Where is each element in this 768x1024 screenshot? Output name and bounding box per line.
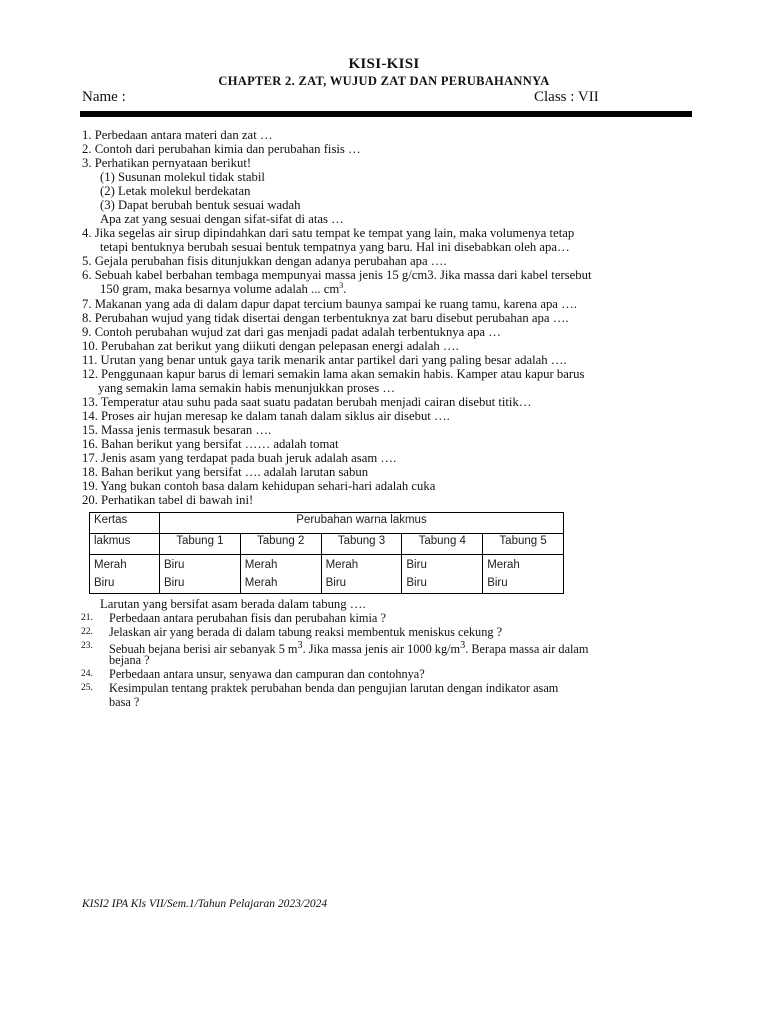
table-cell-value: Biru [164,577,185,589]
table-cell-value: Biru [94,577,115,589]
question-15: 15. Massa jenis termasuk besaran …. [82,423,272,437]
question-17: 17. Jenis asam yang terdapat pada buah jeruk adalah asam …. [82,451,397,465]
question-3-prompt: Apa zat yang sesuai dengan sifat-sifat di atas … [100,212,344,226]
question-11: 11. Urutan yang benar untuk gaya tarik menarik antar partikel dari yang paling besar adalah …. [82,353,567,367]
question-4-continued: tetapi bentuknya berubah sesuai bentuk tempatnya yang baru. Hal ini disebabkan oleh apa… [100,240,570,254]
table-header-tabung-1: Tabung 1 [160,534,241,555]
table-row [90,534,564,555]
superscript-3: 3 [339,280,344,290]
table-cell-value: Biru [406,577,427,589]
question-23-text-mid: . Jika massa jenis air 1000 kg/m [302,642,461,657]
question-1: 1. Perbedaan antara materi dan zat … [82,128,273,142]
question-3-statement-3: (3) Dapat berubah bentuk sesuai wadah [100,198,301,212]
question-23-number: 23. [81,641,93,651]
table-cell-tabung-4 [402,555,483,594]
table-cell-value: Biru [325,577,347,589]
table-cell-value: Merah [244,577,278,589]
question-20-prompt: Larutan yang bersifat asam berada dalam tabung …. [100,597,366,611]
question-14: 14. Proses air hujan meresap ke dalam tanah dalam siklus air disebut …. [82,409,450,423]
page-footer: KISI2 IPA Kls VII/Sem.1/Tahun Pelajaran 2023/2024 [82,898,328,910]
question-3-statement-2: (2) Letak molekul berdekatan [100,184,251,198]
question-6-text: 150 gram, maka besarnya volume adalah ... cm [100,282,340,296]
question-24: Perbedaan antara unsur, senyawa dan campuran dan contohnya? [109,667,425,681]
table-header-tabung-5: Tabung 5 [483,534,564,555]
question-4: 4. Jika segelas air sirup dipindahkan dari satu tempat ke tempat yang lain, maka volumenya tetap [82,226,575,240]
superscript-3: 3 [460,640,466,651]
table-cell-value: Biru [164,559,185,571]
question-25: Kesimpulan tentang praktek perubahan benda dan pengujian larutan dengan indikator asam [109,681,559,695]
table-cell-tabung-3 [321,555,402,594]
table-cell-value: Merah [325,559,359,571]
table-row [90,555,564,594]
question-8: 8. Perubahan wujud yang tidak disertai dengan terbentuknya zat baru disebut perubahan apa …. [82,311,569,325]
question-6-continued [100,282,346,296]
question-6: 6. Sebuah kabel berbahan tembaga mempunyai massa jenis 15 g/cm3. Jika massa dari kabel tersebut [82,268,592,282]
question-22-number: 22. [81,627,93,637]
table-cell-value: Biru [487,577,508,589]
question-6-period: . [343,282,347,296]
table-cell-tabung-1 [160,555,241,594]
question-23-text-end: . Berapa massa air dalam [465,642,589,657]
question-21: Perbedaan antara perubahan fisis dan perubahan kimia ? [109,611,386,625]
document-title: KISI-KISI [348,56,420,72]
table-header-perubahan: Perubahan warna lakmus [160,513,564,534]
header-divider [80,111,692,117]
question-10: 10. Perubahan zat berikut yang diikuti dengan pelepasan energi adalah …. [82,339,459,353]
name-label: Name : [82,89,126,105]
table-row [90,513,564,534]
question-16: 16. Bahan berikut yang bersifat …… adalah tomat [82,437,339,451]
question-21-number: 21. [81,613,93,623]
table-cell-value: Merah [487,559,520,571]
table-header-tabung-2: Tabung 2 [240,534,321,555]
question-3: 3. Perhatikan pernyataan berikut! [82,156,252,170]
question-19: 19. Yang bukan contoh basa dalam kehidupan sehari-hari adalah cuka [82,479,436,493]
litmus-table [89,512,564,594]
question-18: 18. Bahan berikut yang bersifat …. adalah larutan sabun [82,465,369,479]
question-7: 7. Makanan yang ada di dalam dapur dapat tercium baunya sampai ke ruang tamu, karena apa …. [82,297,577,311]
table-cell-value: Merah [244,559,278,571]
question-12: 12. Penggunaan kapur barus di lemari semakin lama akan semakin habis. Kamper atau kapur barus [82,367,585,381]
table-header-tabung-3: Tabung 3 [321,534,402,555]
question-9: 9. Contoh perubahan wujud zat dari gas menjadi padat adalah terbentuknya apa … [82,325,501,339]
table-header-lakmus: lakmus [90,534,160,555]
table-cell-tabung-2 [240,555,321,594]
table-cell-tabung-5 [483,555,564,594]
question-2: 2. Contoh dari perubahan kimia dan perubahan fisis … [82,142,361,156]
question-23-text: Sebuah bejana berisi air sebanyak 5 m [109,642,298,657]
table-cell-value: Merah [94,559,127,571]
question-3-statement-1: (1) Susunan molekul tidak stabil [100,170,265,184]
question-24-number: 24. [81,669,93,679]
table-cell-value: Biru [406,559,427,571]
question-22: Jelaskan air yang berada di dalam tabung reaksi membentuk meniskus cekung ? [109,625,503,639]
class-label: Class : VII [534,89,599,105]
chapter-subtitle: CHAPTER 2. ZAT, WUJUD ZAT DAN PERUBAHANNYA [218,74,550,88]
question-25-continued: basa ? [109,695,140,709]
question-23 [109,639,588,656]
superscript-3: 3 [297,640,303,651]
table-cell-kertas [90,555,160,594]
question-23-continued: bejana ? [109,653,150,667]
question-12-continued: yang semakin lama semakin habis menunjukkan proses … [98,381,396,395]
question-25-number: 25. [81,683,93,693]
table-header-tabung-4: Tabung 4 [402,534,483,555]
question-20: 20. Perhatikan tabel di bawah ini! [82,493,254,507]
question-13: 13. Temperatur atau suhu pada saat suatu padatan berubah menjadi cairan disebut titik… [82,395,532,409]
table-header-kertas: Kertas [90,513,160,534]
question-5: 5. Gejala perubahan fisis ditunjukkan dengan adanya perubahan apa …. [82,254,447,268]
